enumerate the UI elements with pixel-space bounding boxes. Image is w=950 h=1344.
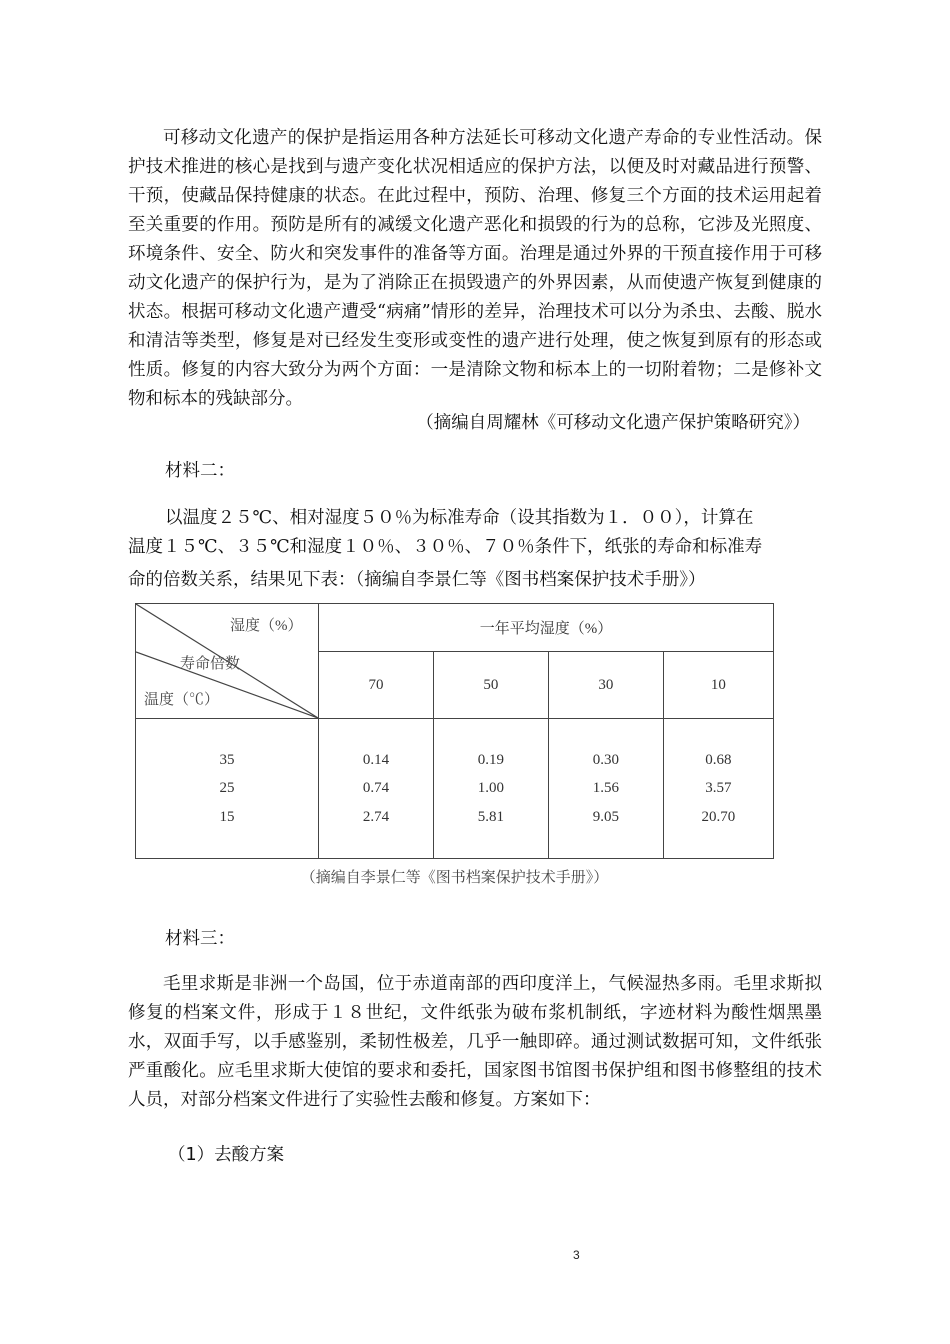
- table-cell: 1.56: [592, 780, 619, 796]
- table-cell: 0.74: [362, 780, 390, 796]
- material3-paragraph: 毛里求斯是非洲一个岛国，位于赤道南部的西印度洋上，气候湿热多雨。毛里求斯拟修复的档案文件，形成于１８世纪，文件纸张为破布浆机制纸，字迹材料为酸性烟黑墨水，双面手写，以手感鉴别，柔韧性极差，几乎一触即碎。通过测试数据可知，文件纸张严重酸化。应毛里求斯大使馆的要求和委托，国家图书馆图书保护组和图书修整组的技术人员，对部分档案文件进行了实验性去酸和修复。方案如下：: [128, 974, 822, 1110]
- table-cell: 0.68: [705, 751, 732, 768]
- table-caption: （摘编自李景仁等《图书档案保护技术手册》）: [300, 870, 609, 886]
- table-cell: 35: [219, 751, 235, 768]
- table-corner-cell: [136, 604, 319, 719]
- corner-multiple-label: 寿命倍数: [180, 656, 241, 672]
- table-cell: 2.74: [362, 808, 390, 825]
- lifespan-table: [135, 603, 774, 857]
- table-col-header: 10: [663, 652, 773, 719]
- material1-source: （摘编自周耀林《可移动文化遗产保护策略研究》）: [416, 413, 810, 433]
- material2-intro-line1: 以温度２５℃、相对湿度５０％为标准寿命（设其指数为１．００），计算在: [165, 508, 754, 528]
- corner-temperature-label: 温度（℃）: [144, 692, 220, 708]
- page-number: 3: [573, 1248, 580, 1262]
- table-group-header: 一年平均湿度（%）: [319, 604, 774, 652]
- table-col-header: 30: [548, 652, 663, 719]
- material3-subheading: （1）去酸方案: [168, 1145, 285, 1165]
- table-column-30: [548, 719, 663, 859]
- table-col-header: 50: [433, 652, 548, 719]
- material2-intro-line2: 温度１５℃、３５℃和湿度１０％、３０％、７０％条件下，纸张的寿命和标准寿: [128, 537, 763, 557]
- table-cell: 0.30: [592, 751, 619, 768]
- table-cell: 9.05: [592, 808, 619, 825]
- material2-heading: 材料二：: [165, 461, 235, 481]
- material2-intro-line3: 命的倍数关系，结果见下表：（摘编自李景仁等《图书档案保护技术手册》）: [128, 570, 706, 590]
- table-column-10: [663, 719, 773, 859]
- table-cell: 0.14: [362, 751, 390, 768]
- table-cell: 25: [219, 780, 235, 796]
- table-cell: 5.81: [477, 808, 505, 825]
- table-cell: 1.00: [477, 780, 505, 796]
- material1-paragraph: 可移动文化遗产的保护是指运用各种方法延长可移动文化遗产寿命的专业性活动。保护技术推进的核心是找到与遗产变化状况相适应的保护方法，以便及时对藏品进行预警、干预，使藏品保持健康的状态。在此过程中，预防、治理、修复三个方面的技术运用起着至关重要的作用。预防是所有的减缓文化遗产恶化和损毁的行为的总称，它涉及光照度、环境条件、安全、防火和突发事件的准备等方面。治理是通过外界的干预直接作用于可移动文化遗产的保护行为，是为了消除正在损毁遗产的外界因素，从而使遗产恢复到健康的状态。根据可移动文化遗产遭受“病痛”情形的差异，治理技术可以分为杀虫、去酸、脱水和清洁等类型，修复是对已经发生变形或变性的遗产进行处理，使之恢复到原有的形态或性质。修复的内容大致分为两个方面：一是清除文物和标本上的一切附着物；二是修补文物和标本的残缺部分。: [128, 128, 822, 409]
- table-column-70: [319, 719, 434, 859]
- material3-heading: 材料三：: [165, 929, 235, 949]
- table-cell: 15: [219, 808, 235, 825]
- table-cell: 20.70: [701, 808, 736, 825]
- table-col-header: 70: [319, 652, 434, 719]
- corner-humidity-label: 湿度（%）: [230, 618, 303, 634]
- table-cell: 0.19: [477, 751, 505, 768]
- table-cell: 3.57: [705, 780, 732, 796]
- table-temperature-column: [136, 719, 319, 859]
- table-column-50: [433, 719, 548, 859]
